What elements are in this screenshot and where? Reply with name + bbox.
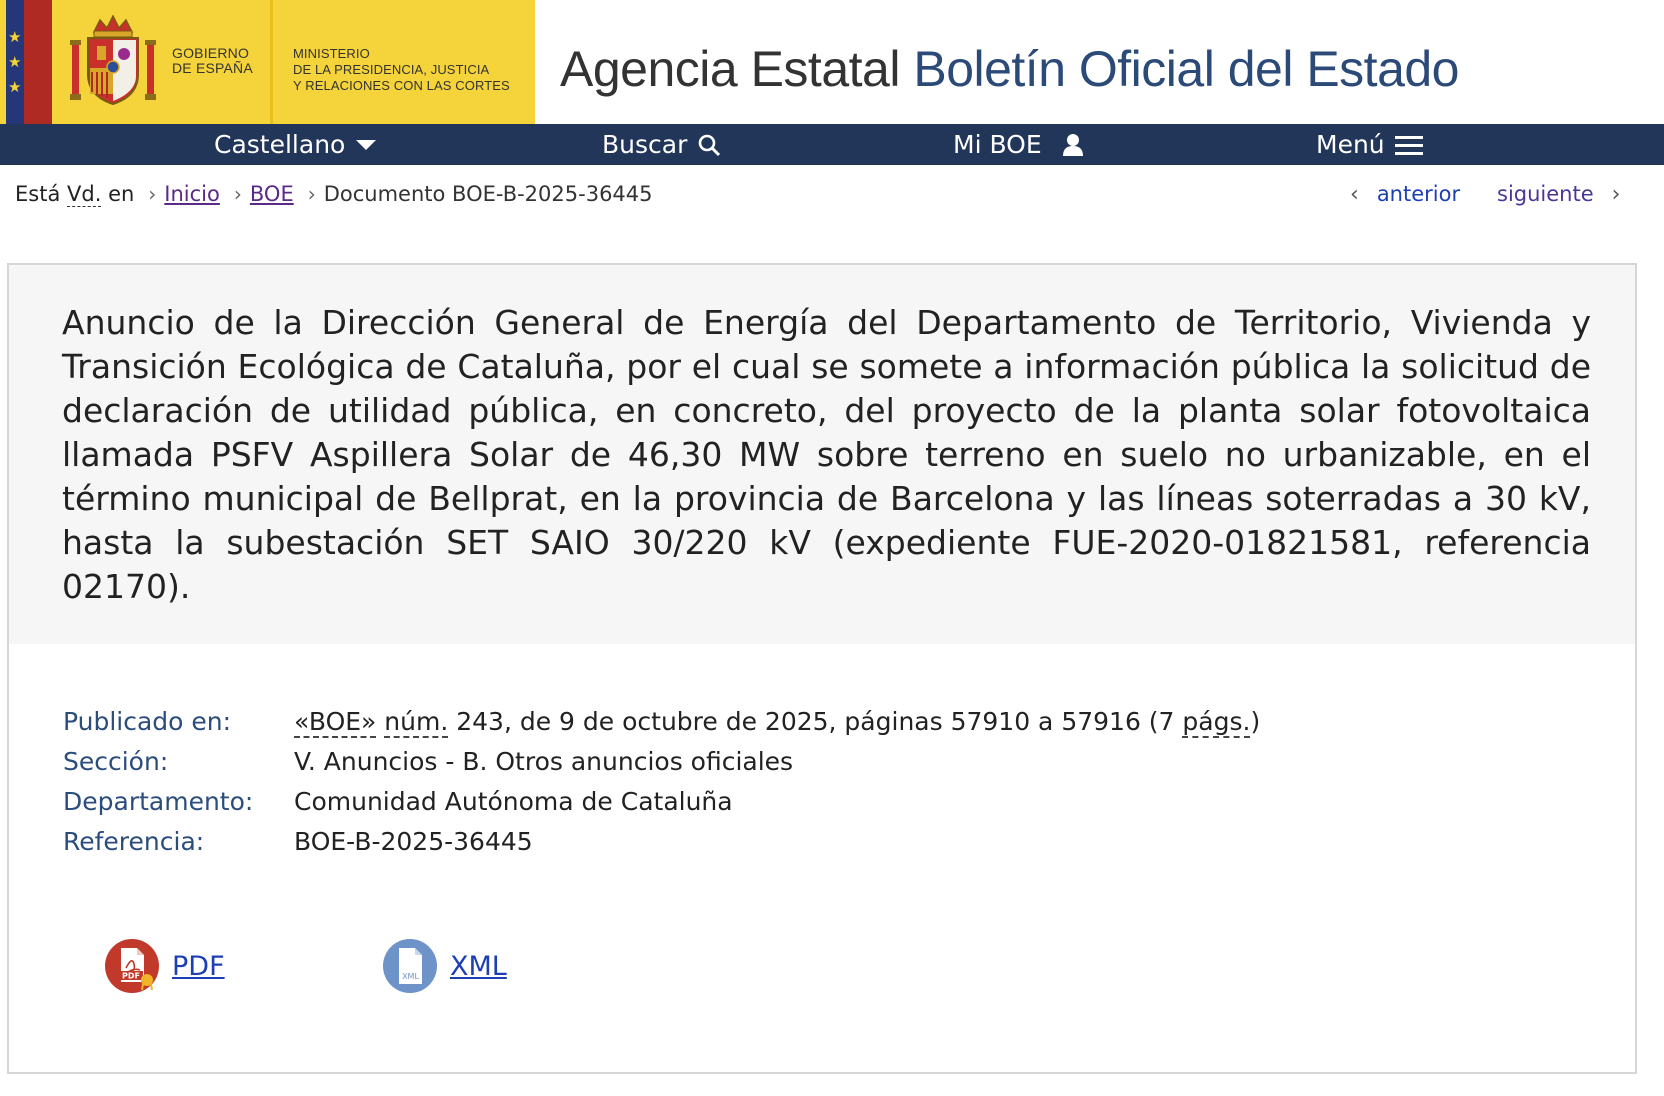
logo-divider [270,0,273,124]
ministerio-line-2: DE LA PRESIDENCIA, JUSTICIA [293,62,490,77]
published-details: 243, de 9 de octubre de 2025, páginas 57910 a 57916 (7 [456,707,1175,736]
star-icon: ★ [8,28,22,46]
menu-button[interactable] [1316,124,1423,165]
next-document-link[interactable] [1497,176,1620,212]
coat-of-arms-icon [70,14,156,108]
search-label: Buscar [602,130,688,159]
meta-label: Referencia: [63,827,205,856]
menu-label: Menú [1316,130,1385,159]
meta-value-reference: BOE-B-2025-36445 [294,827,533,856]
my-boe-label: Mi BOE [953,130,1042,159]
xml-file-icon [382,938,438,994]
site-title-boe: Boletín Oficial del Estado [913,41,1459,97]
eu-flag-strip [6,0,24,124]
prev-document-link[interactable] [1350,176,1460,212]
meta-row-section [63,742,1260,782]
abbr-boe: «BOE» [294,707,377,736]
breadcrumb-prefix: Está [15,182,61,206]
meta-row-published [63,702,1260,742]
search-button[interactable] [602,124,721,165]
meta-value-section: V. Anuncios - B. Otros anuncios oficiales [294,747,794,776]
chevron-right-icon: › [148,182,157,206]
ministerio-line-1: MINISTERIO [293,46,370,61]
hamburger-icon [1395,134,1423,156]
document-metadata-box [7,644,1637,1074]
xml-icon-text: XML [402,972,419,981]
government-logo[interactable] [0,0,535,124]
meta-label: Publicado en: [63,707,232,736]
chevron-left-icon: ‹ [1350,181,1359,207]
site-title[interactable] [560,38,1459,100]
meta-value-department: Comunidad Autónoma de Cataluña [294,787,733,816]
chevron-right-icon: › [1611,181,1621,207]
meta-label: Departamento: [63,787,254,816]
breadcrumb-current: Documento BOE-B-2025-36445 [323,182,653,206]
ministerio-text [293,46,510,94]
meta-row-reference [63,822,1260,862]
prev-label: anterior [1376,182,1461,206]
breadcrumb-prefix-en: en [108,182,135,206]
breadcrumb-link-inicio[interactable]: Inicio [164,182,220,206]
chevron-right-icon: › [233,182,242,206]
meta-value-published [294,702,1260,742]
spain-flag-strip [24,0,52,124]
pdf-file-icon [104,938,160,994]
site-title-agency: Agencia Estatal [560,41,900,97]
abbr-num: núm. [384,707,449,736]
breadcrumb [15,176,653,212]
breadcrumb-link-boe[interactable]: BOE [249,182,294,206]
xml-download[interactable] [382,938,507,994]
language-label: Castellano [214,130,346,159]
star-icon: ★ [8,78,22,96]
published-end: ) [1250,707,1261,736]
my-boe-button[interactable] [953,124,1084,165]
meta-row-department [63,782,1260,822]
document-title: Anuncio de la Dirección General de Energía del Departamento de Territorio, Vivienda y Transición Ecológica de Cataluña, por el cual se somete a información pública la solicitud de declaración de utilidad pública, en concreto, del proyecto de la planta solar fotovoltaica llamada PSFV Aspillera Solar de 46,30 MW sobre terreno en suelo no urbanizable, en el término municipal de Bellprat, en la provincia de Barcelona y las líneas soterradas a 30 kV, hasta la subestación SET SAIO 30/220 kV (expediente FUE-2020-01821581, referencia 02170). [62,303,1591,606]
breadcrumb-abbr: Vd. [67,181,102,206]
user-icon [1062,133,1084,157]
star-icon: ★ [8,53,22,71]
gobierno-line-1: GOBIERNO [172,45,250,61]
language-selector[interactable] [214,124,377,165]
document-title-box [7,263,1637,646]
pdf-download[interactable] [104,938,225,994]
search-icon [697,133,721,157]
chevron-down-icon [355,138,377,152]
site-header [0,0,1664,124]
meta-label: Sección: [63,747,169,776]
pdf-icon-text: PDF [122,971,140,981]
gobierno-line-2: DE ESPAÑA [172,60,253,76]
metadata-list [63,702,1260,862]
main-nav [0,124,1664,165]
next-label: siguiente [1497,182,1594,206]
abbr-pags: págs. [1182,707,1251,736]
pdf-link[interactable]: PDF [172,950,225,982]
chevron-right-icon: › [307,182,316,206]
xml-link[interactable]: XML [450,950,507,982]
gobierno-text [172,46,253,76]
ministerio-line-3: Y RELACIONES CON LAS CORTES [293,78,510,93]
